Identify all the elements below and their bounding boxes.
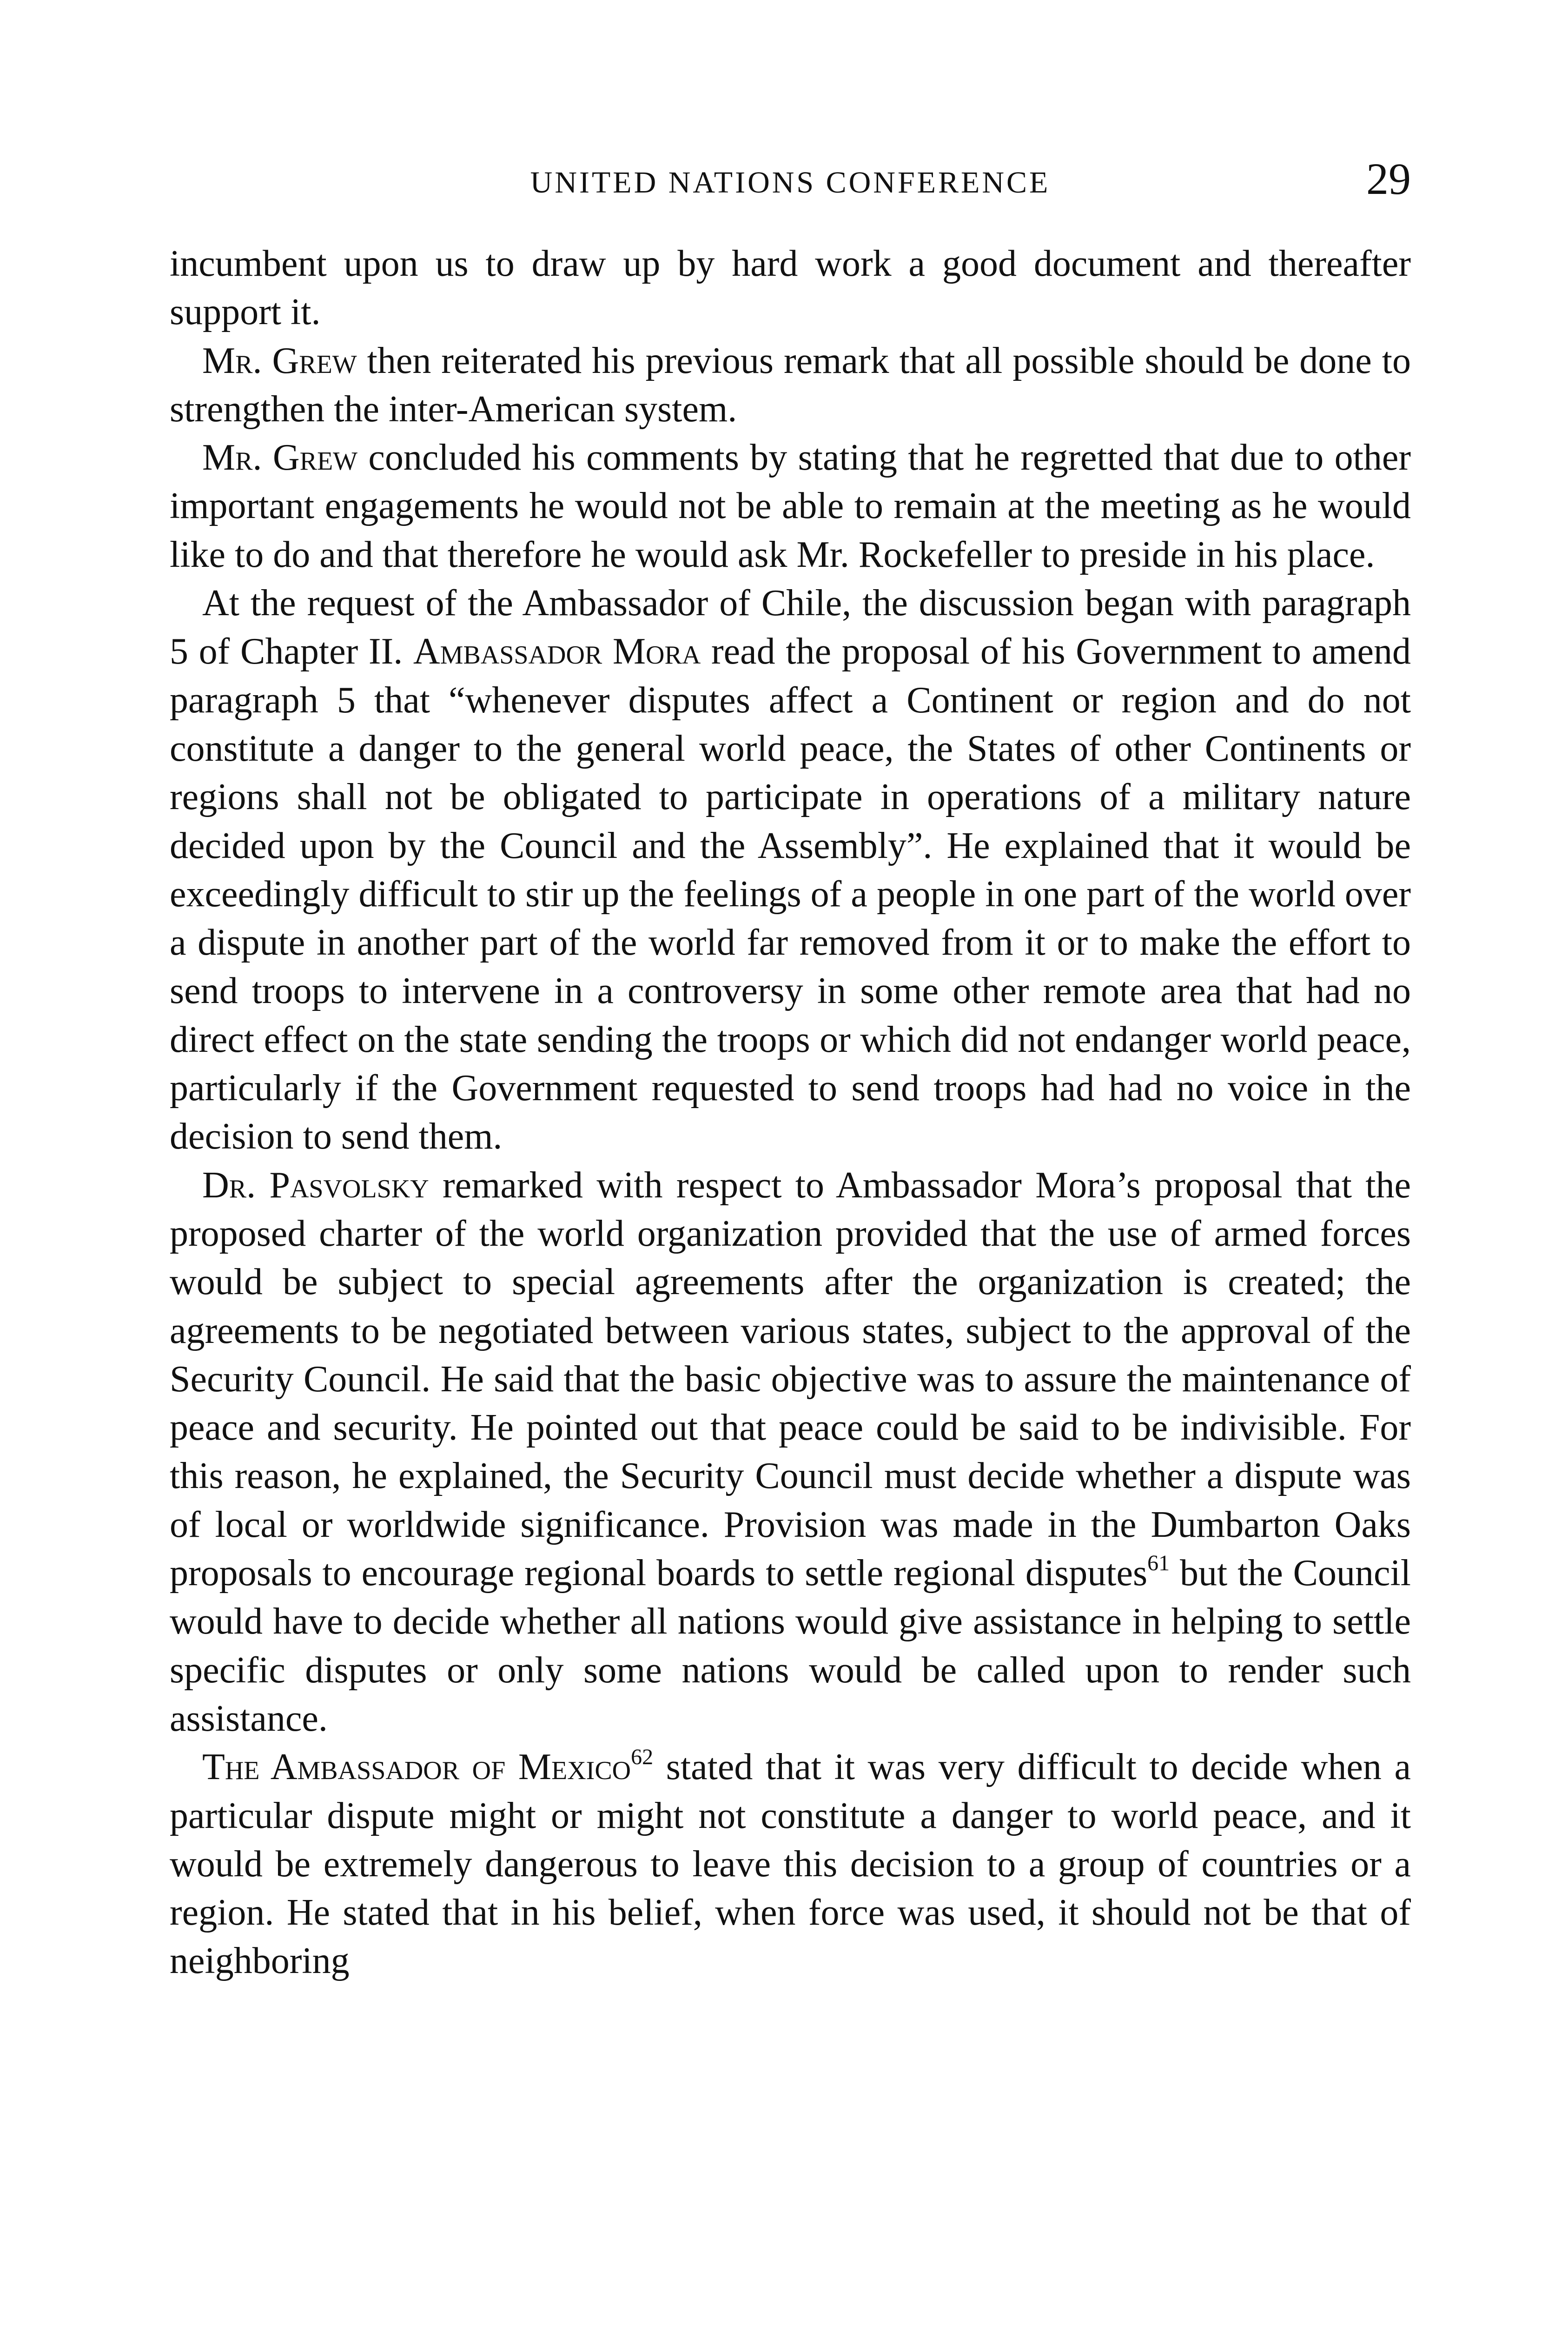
- paragraph-grew-reiterated: [170, 337, 1411, 434]
- paragraph-mexico: [170, 1743, 1411, 1985]
- paragraph-text: but the Council would have to decide whether all nations would give assistance in helping to settle specific disputes or only some nations would be called upon to render such assistance.: [170, 1553, 1411, 1739]
- paragraph-text: read the proposal of his Government to amend paragraph 5 that “whenever disputes affect a Continent or region and do not constitute a danger to the general world peace, the States of other Continents or regions shall not be obligated to participate in operations of a military nature decided upon by the Council and the Assembly”. He explained that it would be exceedingly difficult to stir up the feelings of a people in one part of the world over a dispute in another part of the world far removed from it or to make the effort to send troops to intervene in a controversy in some other remote area that had no direct effect on the state sending the troops or which did not endanger world peace, particularly if the Government requested to send troops had had no voice in the decision to send them.: [170, 631, 1411, 1157]
- paragraph-grew-concluded: [170, 433, 1411, 579]
- paragraph-text: concluded his comments by stating that he regretted that due to other important engagements he would not be able to remain at the meeting as he would like to do and that therefore he would ask Mr. Rockefeller to preside in his place.: [170, 437, 1411, 575]
- speaker-name: Mr. Grew: [202, 340, 357, 381]
- page-number: 29: [1366, 154, 1411, 204]
- paragraph-text: then reiterated his previous remark that all possible should be done to strengthen the inter-American system.: [170, 340, 1411, 430]
- speaker-name: Dr. Pasvolsky: [202, 1164, 429, 1206]
- running-title: UNITED NATIONS CONFERENCE: [530, 166, 1051, 199]
- footnote-reference[interactable]: 61: [1147, 1551, 1170, 1576]
- speaker-name: Ambassador Mora: [413, 631, 701, 672]
- paragraph-chile-request: [170, 579, 1411, 1161]
- body-text: [170, 239, 1411, 1986]
- speaker-name: Mr. Grew: [202, 437, 357, 478]
- paragraph-text: remarked with respect to Ambassador Mora’s proposal that the proposed charter of the world organization provided that the use of armed forces would be subject to special agreements after the organization is created; the agreements to be negotiated between various states, subject to the approval of the Security Council. He said that the basic objective was to assure the maintenance of peace and security. He pointed out that peace could be said to be indivisible. For this reason, he explained, the Security Council must decide whether a dispute was of local or worldwide significance. Provision was made in the Dumbarton Oaks proposals to encourage regional boards to settle regional disputes: [170, 1164, 1411, 1594]
- page-header: [170, 154, 1411, 212]
- paragraph-text: At the request of the Ambassador of Chile, the discussion began with paragraph 5 of Chapter II.: [170, 583, 1411, 672]
- paragraph-continued: [170, 239, 1411, 337]
- paragraph-text: incumbent upon us to draw up by hard work a good document and thereafter support it.: [170, 243, 1411, 333]
- paragraph-pasvolsky: [170, 1161, 1411, 1743]
- paragraph-text: stated that it was very difficult to decide when a particular dispute might or might not constitute a danger to world peace, and it would be extremely dangerous to leave this decision to a group of countries or a region. He stated that in his belief, when force was used, it should not be that of neighboring: [170, 1747, 1411, 1982]
- footnote-reference[interactable]: 62: [631, 1745, 654, 1770]
- speaker-name: The Ambassador of Mexico: [202, 1747, 631, 1788]
